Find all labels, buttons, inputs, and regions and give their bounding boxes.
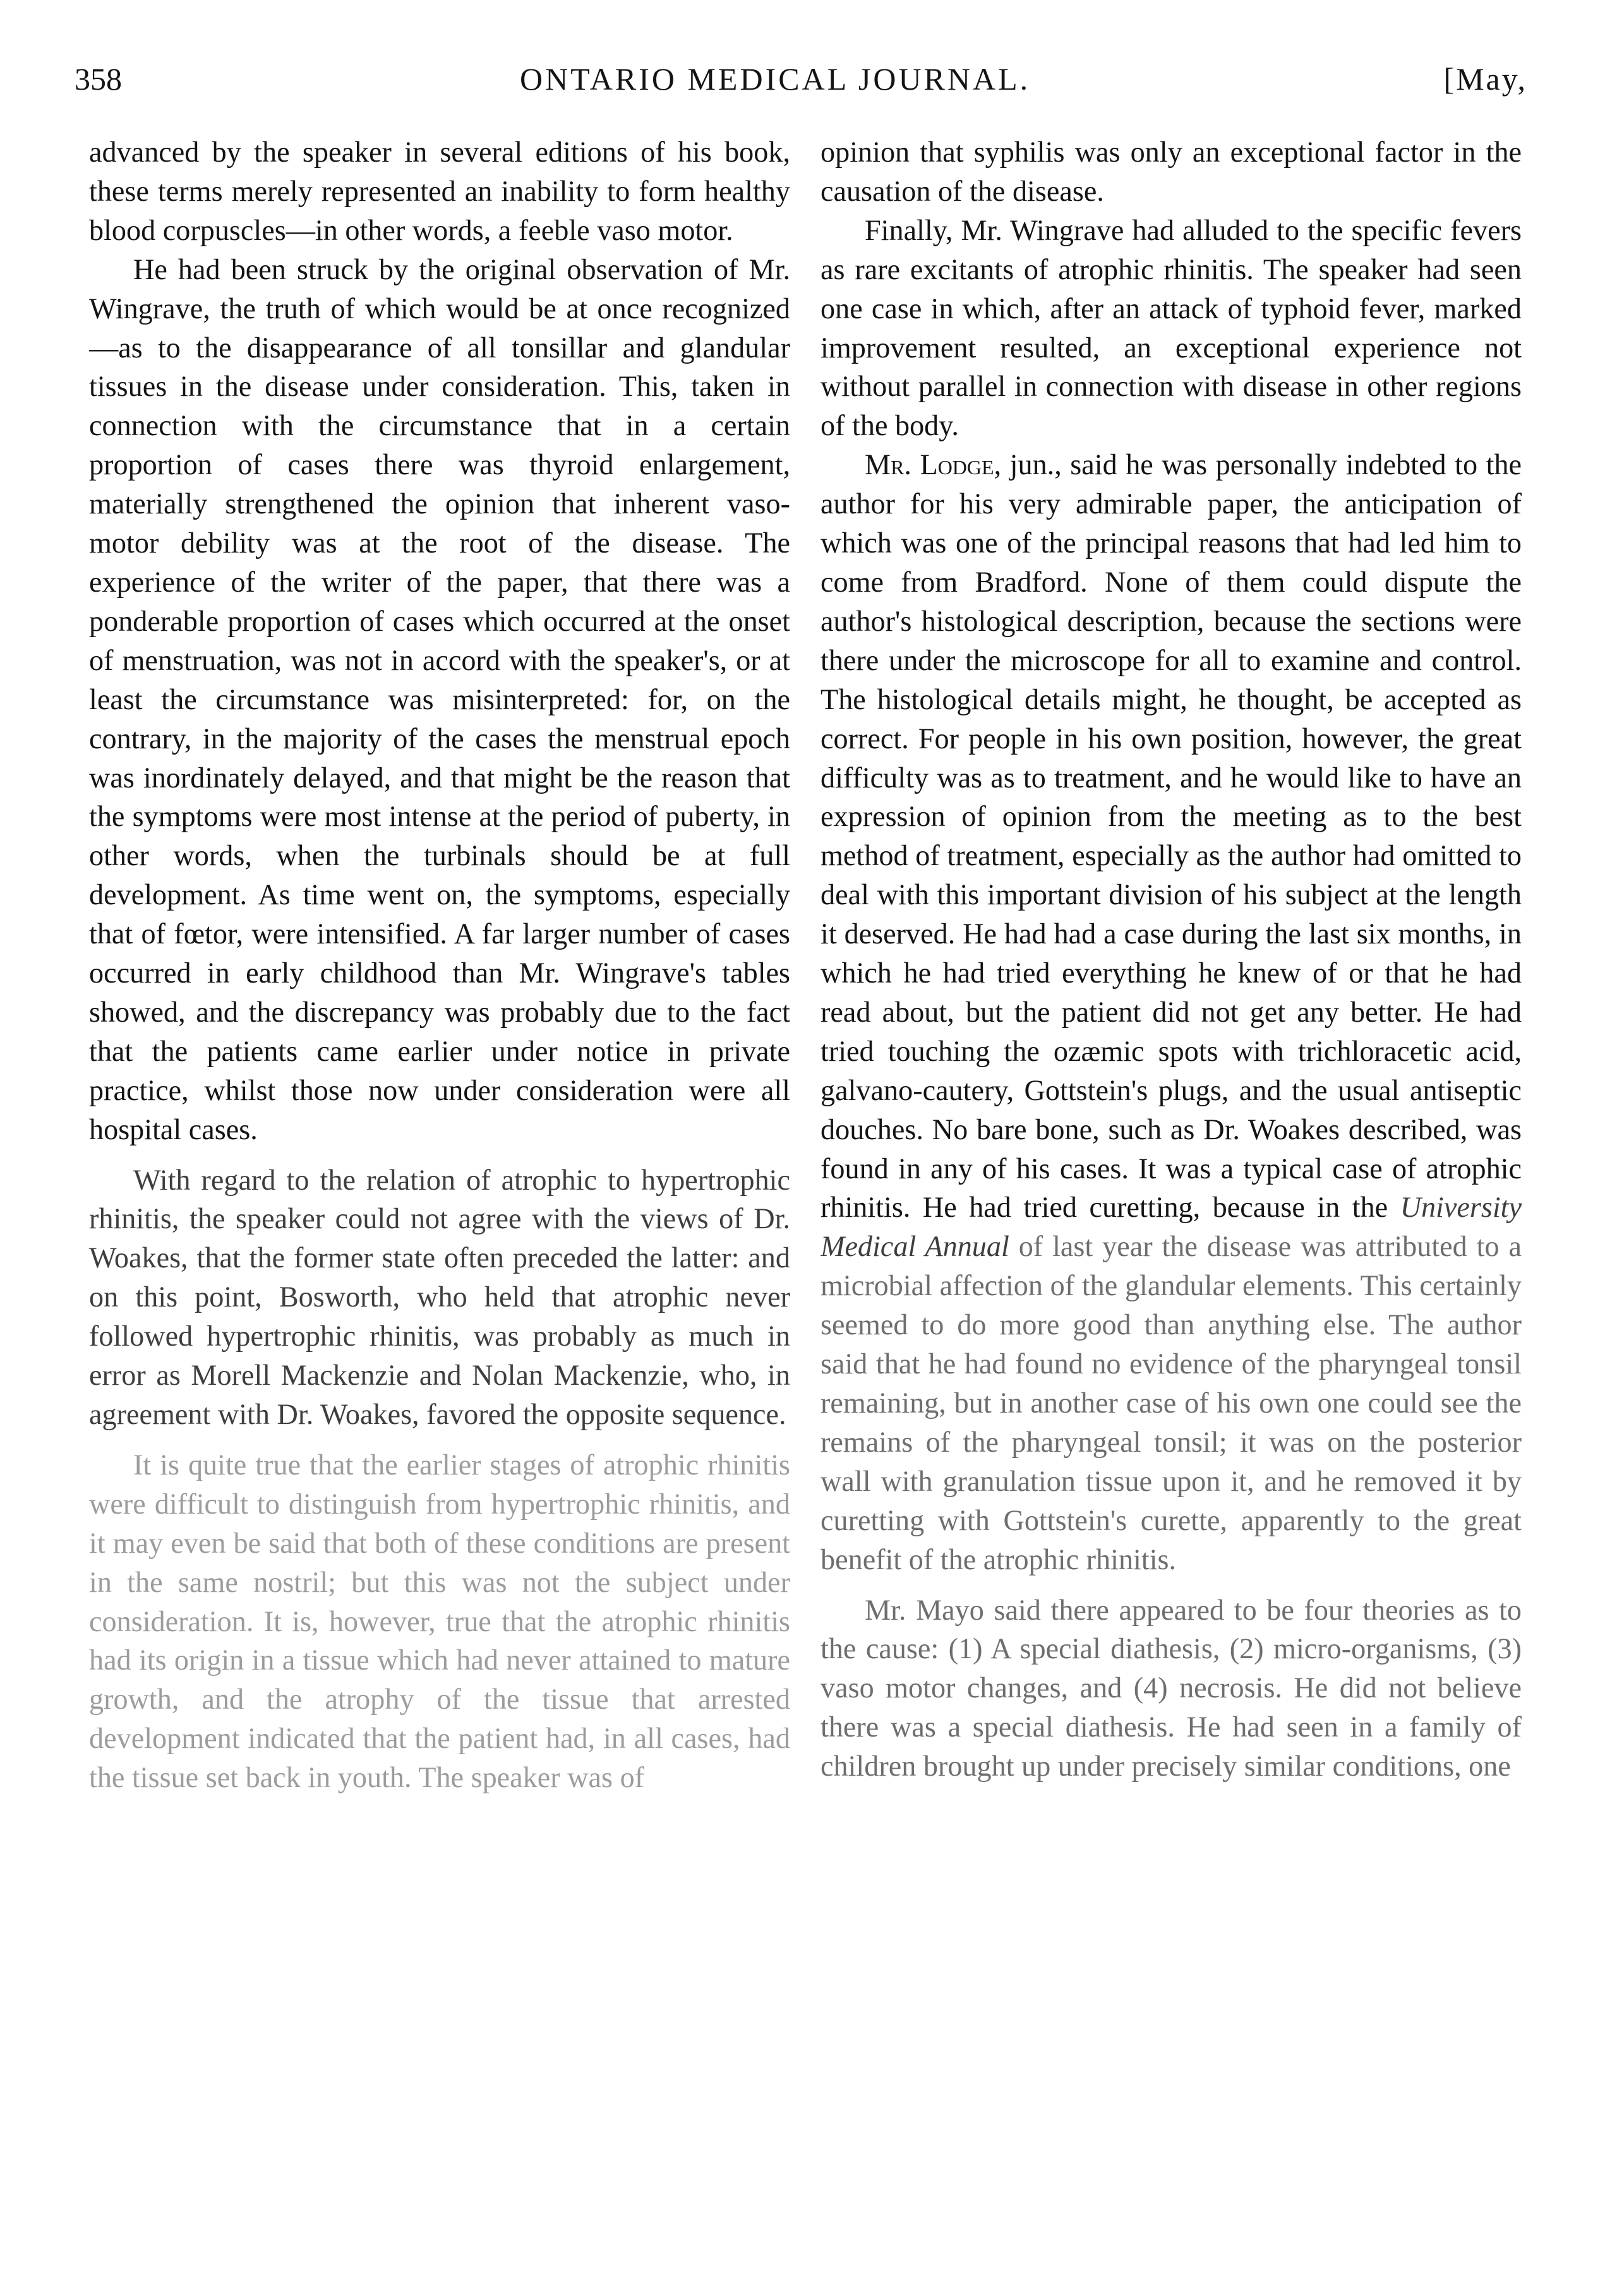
paragraph: It is quite true that the earlier stages of atrophic rhinitis were difficult to distinguish from hypertrophic rhinitis, and it may even be said that both of these conditions are present in the same nostril; but this was not the subject under consideration. It is, however, true that the atrophic rhinitis had its origin in a tissue which had never attained to mature growth, and the atrophy of the tissue that arrested development indicated that the patient had, in all cases, had the tissue set back in youth. The speaker was of [89,1448,790,1794]
paragraph-text: jun., said he was personally indebted to the author for his very admirable paper, the anticipation of which was one of the principal reasons that had led him to come from Bradford. None of them could dispute the author's histological description, because the sections were there under the microscope for all to examine and control. The histological details might, he thought, be accepted as correct. For people in his own position, however, the great difficulty was as to treatment, and he would like to have an expression of opinion from the meeting as to the best method of treatment, especially as the author had omitted to deal with this important division of his subject at the length it deserved. He had had a case during the last six months, in which he had tried everything he knew of or that he had read about, but the patient did not get any better. He had tried touching the ozæmic spots with trichloracetic acid, galvano-cautery, Gottstein's plugs, and the usual antiseptic douches. No bare bone, such as Dr. Woakes described, was found in any of his cases. It was a typical case of atrophic rhinitis. He had tried curetting, because in the [821,448,1522,1224]
paragraph-text: of last year the disease was attributed to a microbial affection of the glandular elements. This certainly seemed to do more good than anything else. The author said that he had found no evidence of the pharyngeal tonsil remaining, but in another case of his own one could see the remains of the pharyngeal tonsil; it was on the posterior wall with granulation tissue upon it, and he removed it by curetting with Gottstein's curette, apparently to the great benefit of the atrophic rhinitis. [821,1230,1522,1576]
paragraph: He had been struck by the original observation of Mr. Wingrave, the truth of which would be at once recognized—as to the disappearance of all tonsillar and glandular tissues in the disease under consideration. This, taken in connection with the circumstance that in a certain proportion of cases there was thyroid enlargement, materially strengthened the opinion that inherent vaso-motor debility was at the root of the disease. The experience of the writer of the paper, that there was a ponderable proportion of cases which occurred at the onset of menstruation, was not in accord with the speaker's, or at least the circumstance was misinterpreted: for, on the contrary, in the majority of the cases the menstrual epoch was inordinately delayed, and that might be the reason that the symptoms were most intense at the period of puberty, in other words, when the turbinals should be at full development. As time went on, the symptoms, especially that of fœtor, were intensified. A far larger number of cases occurred in early childhood than Mr. Wingrave's tables showed, and the discrepancy was probably due to the fact that the patients came earlier under notice in private practice, whilst those now under consideration were all hospital cases. [89,253,790,1145]
page-number: 358 [75,61,122,97]
right-column [821,133,1522,2267]
paragraph: Mr. Mayo said there appeared to be four theories as to the cause: (1) A special diathesis, (2) micro-organisms, (3) vaso motor changes, and (4) necrosis. He did not believe there was a special diathesis. He had seen in a family of children brought up under precisely similar conditions, one [821,1593,1522,1783]
paragraph: opinion that syphilis was only an exceptional factor in the causation of the disease. [821,136,1522,207]
paragraph [821,445,1522,1579]
paragraph: With regard to the relation of atrophic to hypertrophic rhinitis, the speaker could not agree with the views of Dr. Woakes, that the former state often preceded the latter: and on this point, Bosworth, who held that atrophic never followed hypertrophic rhinitis, was probably as much in error as Morell Mackenzie and Nolan Mackenzie, who, in agreement with Dr. Woakes, favored the opposite sequence. [89,1163,790,1430]
publication-title: University Medical Annual [821,1191,1522,1263]
left-column [89,133,790,2267]
speaker-name: Mr. Lodge, [865,448,1002,481]
running-header [75,61,1527,111]
paragraph: Finally, Mr. Wingrave had alluded to the specific fevers as rare excitants of atrophic rhinitis. The speaker had seen one case in which, after an attack of typhoid fever, marked improvement resulted, an exceptional experience not without parallel in connection with disease in other regions of the body. [821,213,1522,442]
paragraph: advanced by the speaker in several editions of his book, these terms merely represented an inability to form healthy blood corpuscles—in other words, a feeble vaso motor. [89,136,790,246]
header-month: [May, [1443,61,1527,97]
journal-title: ONTARIO MEDICAL JOURNAL. [520,61,1031,97]
